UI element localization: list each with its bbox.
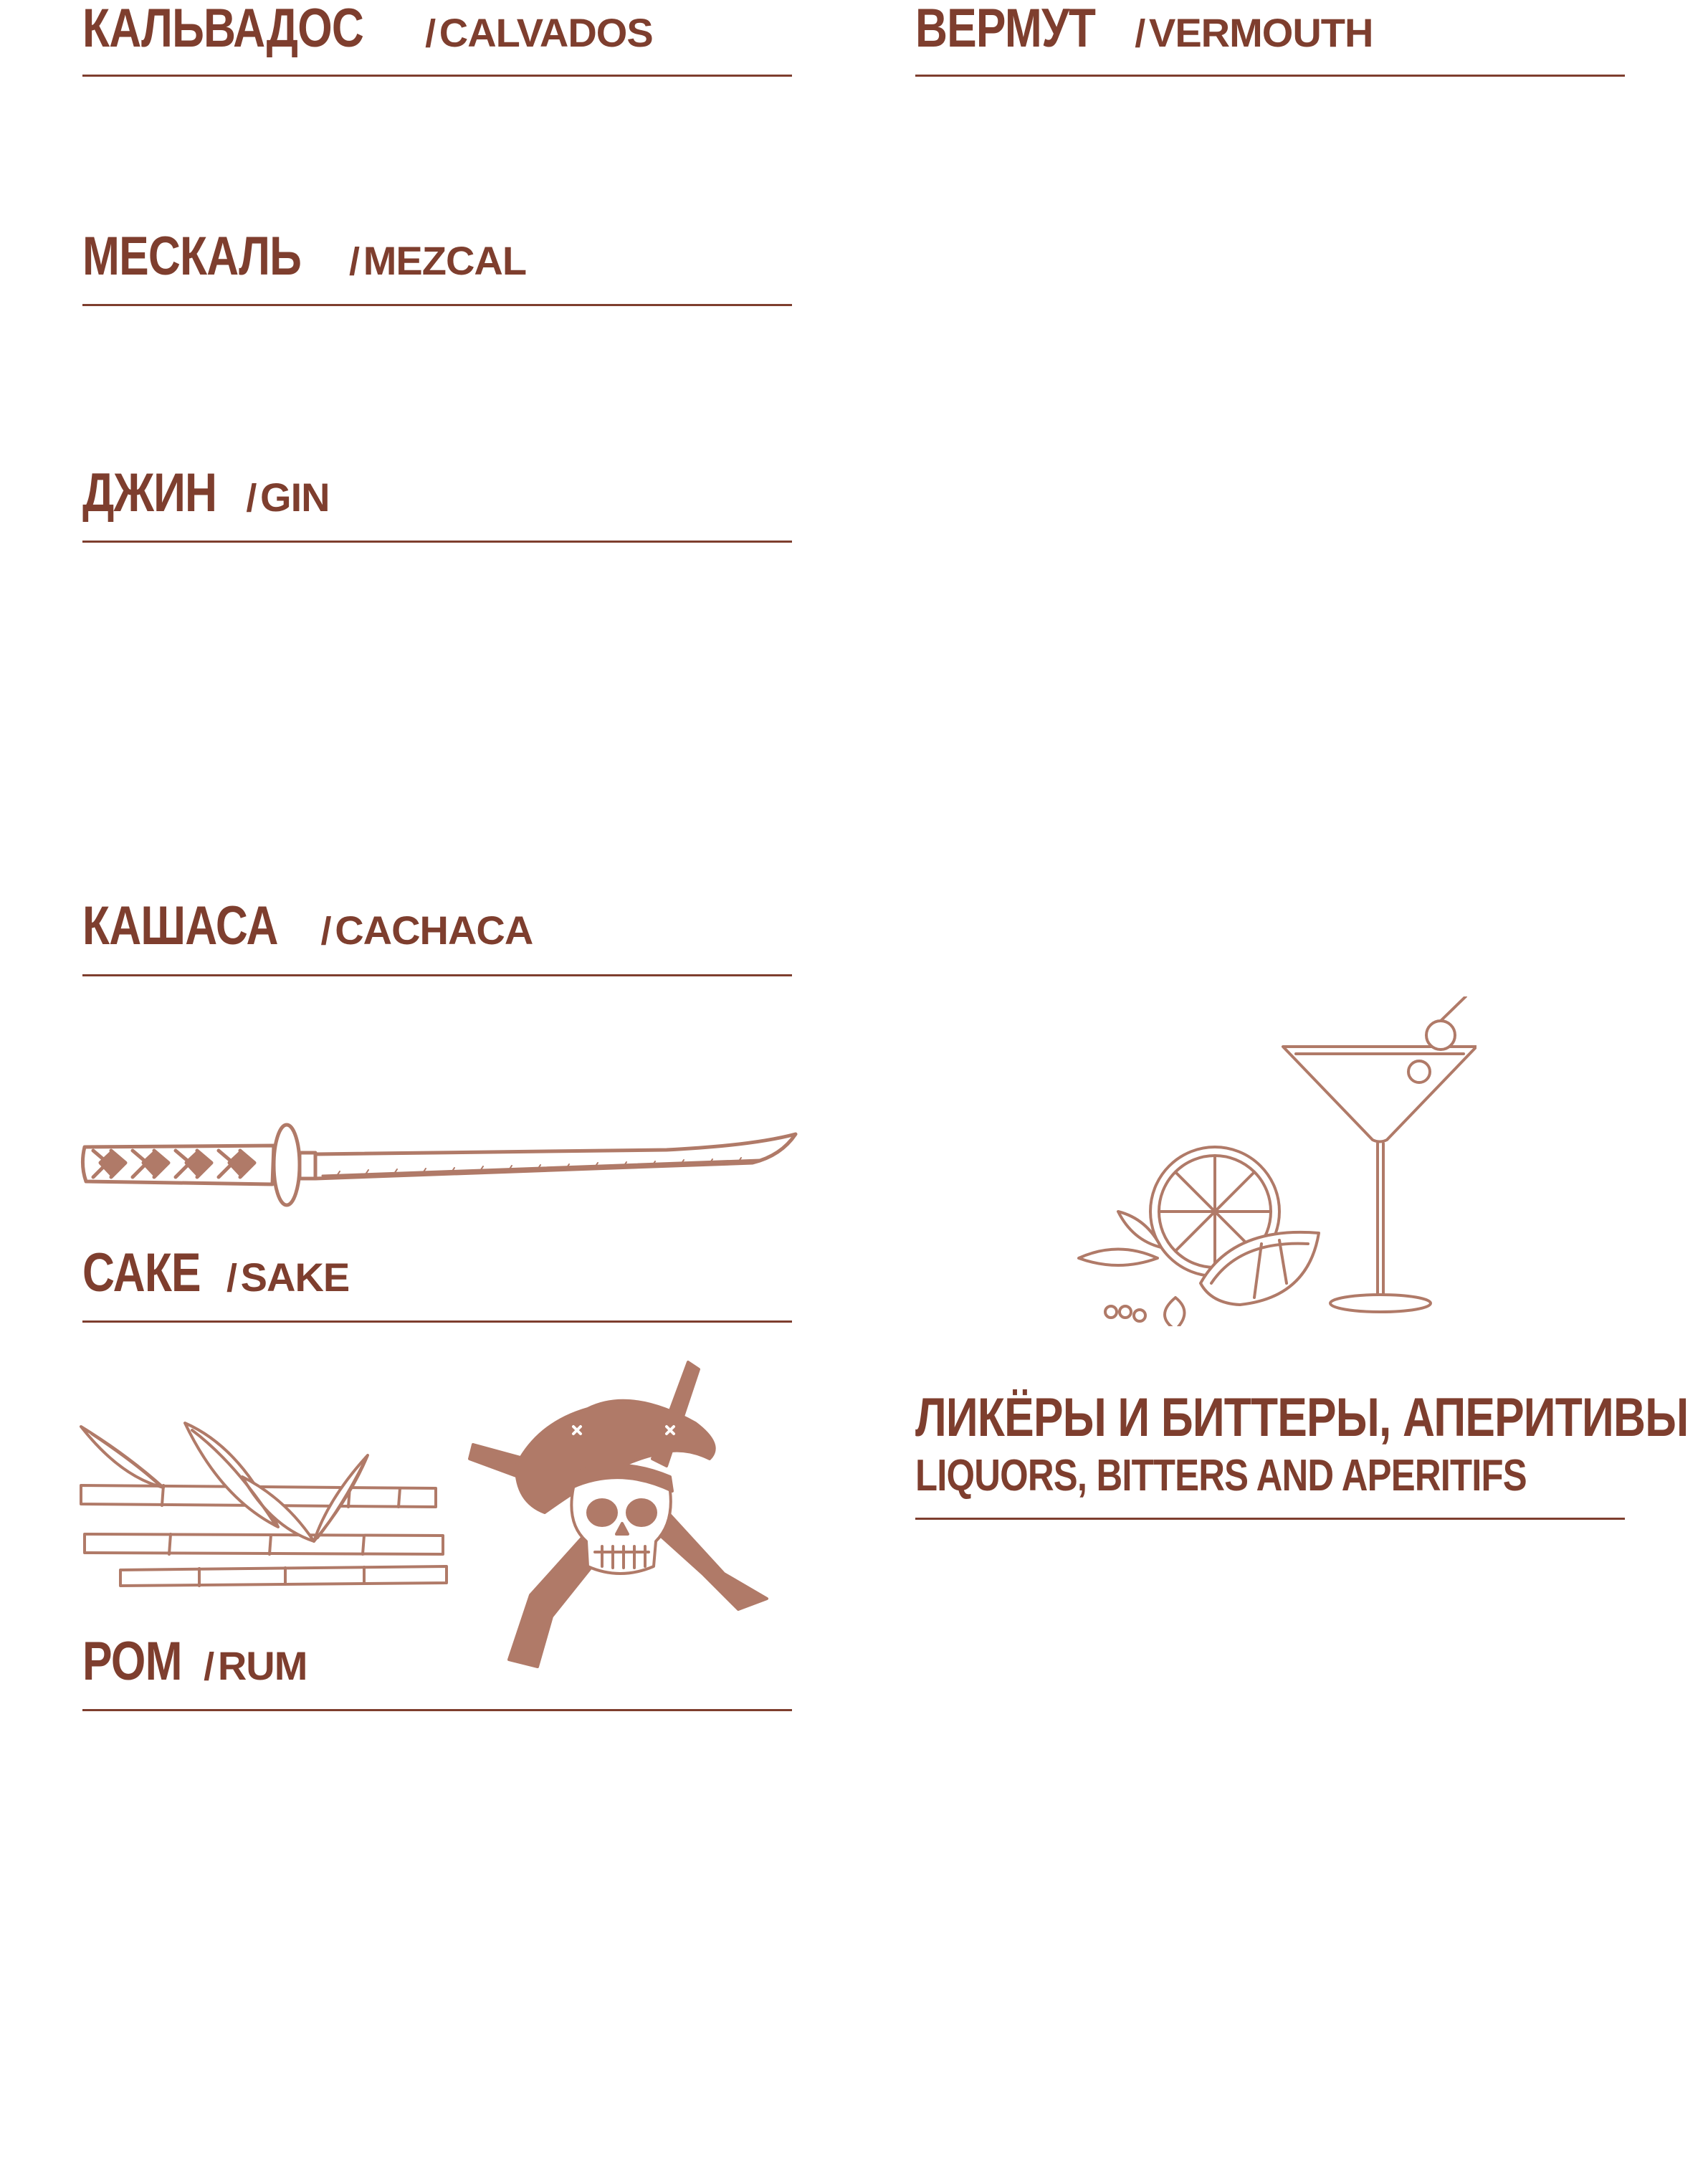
section-divider (915, 1518, 1625, 1520)
pirate-skull-icon (466, 1358, 774, 1674)
section-liquors (915, 1387, 1689, 1500)
title-en: SAKE (240, 1255, 350, 1300)
section-calvados (82, 0, 792, 59)
title-separator: / (1135, 12, 1145, 55)
section-cachaca (82, 895, 792, 956)
section-sake (82, 1242, 792, 1303)
title-en: MEZCAL (363, 238, 527, 283)
section-divider (82, 304, 792, 306)
section-divider (82, 1320, 792, 1323)
title-ru: КАЛЬВАДОС (82, 0, 364, 59)
section-divider (82, 1709, 792, 1711)
section-title (82, 895, 792, 956)
section-rum (82, 1631, 792, 1692)
title-ru: САКЕ (82, 1242, 201, 1303)
title-ru: МЕСКАЛЬ (82, 226, 302, 287)
section-gin (82, 462, 792, 523)
section-divider (82, 974, 792, 976)
title-ru: ЛИКЁРЫ И БИТТЕРЫ, АПЕРИТИВЫ (915, 1387, 1689, 1448)
section-title-ru (915, 1387, 1689, 1448)
section-title (82, 0, 792, 59)
title-en: VERMOUTH (1148, 10, 1373, 55)
section-divider (82, 75, 792, 77)
title-en: CALVADOS (439, 10, 653, 55)
title-ru: КАШАСА (82, 895, 278, 956)
section-title-en (915, 1451, 1625, 1500)
title-separator: / (425, 12, 436, 55)
title-ru: ВЕРМУТ (915, 0, 1096, 59)
section-title (82, 1631, 792, 1692)
title-en: LIQUORS, BITTERS AND APERITIFS (915, 1451, 1527, 1500)
title-en: RUM (217, 1643, 307, 1688)
title-en: CACHACA (335, 908, 533, 953)
sugarcane-icon (77, 1419, 450, 1591)
section-divider (915, 75, 1625, 77)
title-separator: / (204, 1645, 214, 1688)
section-divider (82, 541, 792, 543)
title-separator: / (320, 910, 331, 953)
title-ru: ДЖИН (82, 462, 217, 523)
title-ru: РОМ (82, 1631, 182, 1692)
title-en: GIN (260, 475, 330, 520)
section-vermouth (915, 0, 1625, 59)
section-title (82, 462, 792, 523)
title-separator: / (349, 240, 360, 283)
martini-glass-icon (1068, 996, 1476, 1326)
katana-icon (79, 1118, 799, 1212)
section-title (82, 226, 792, 287)
title-separator: / (246, 477, 257, 520)
section-title (82, 1242, 792, 1303)
title-separator: / (226, 1257, 237, 1300)
section-title (915, 0, 1625, 59)
section-mezcal (82, 226, 792, 287)
